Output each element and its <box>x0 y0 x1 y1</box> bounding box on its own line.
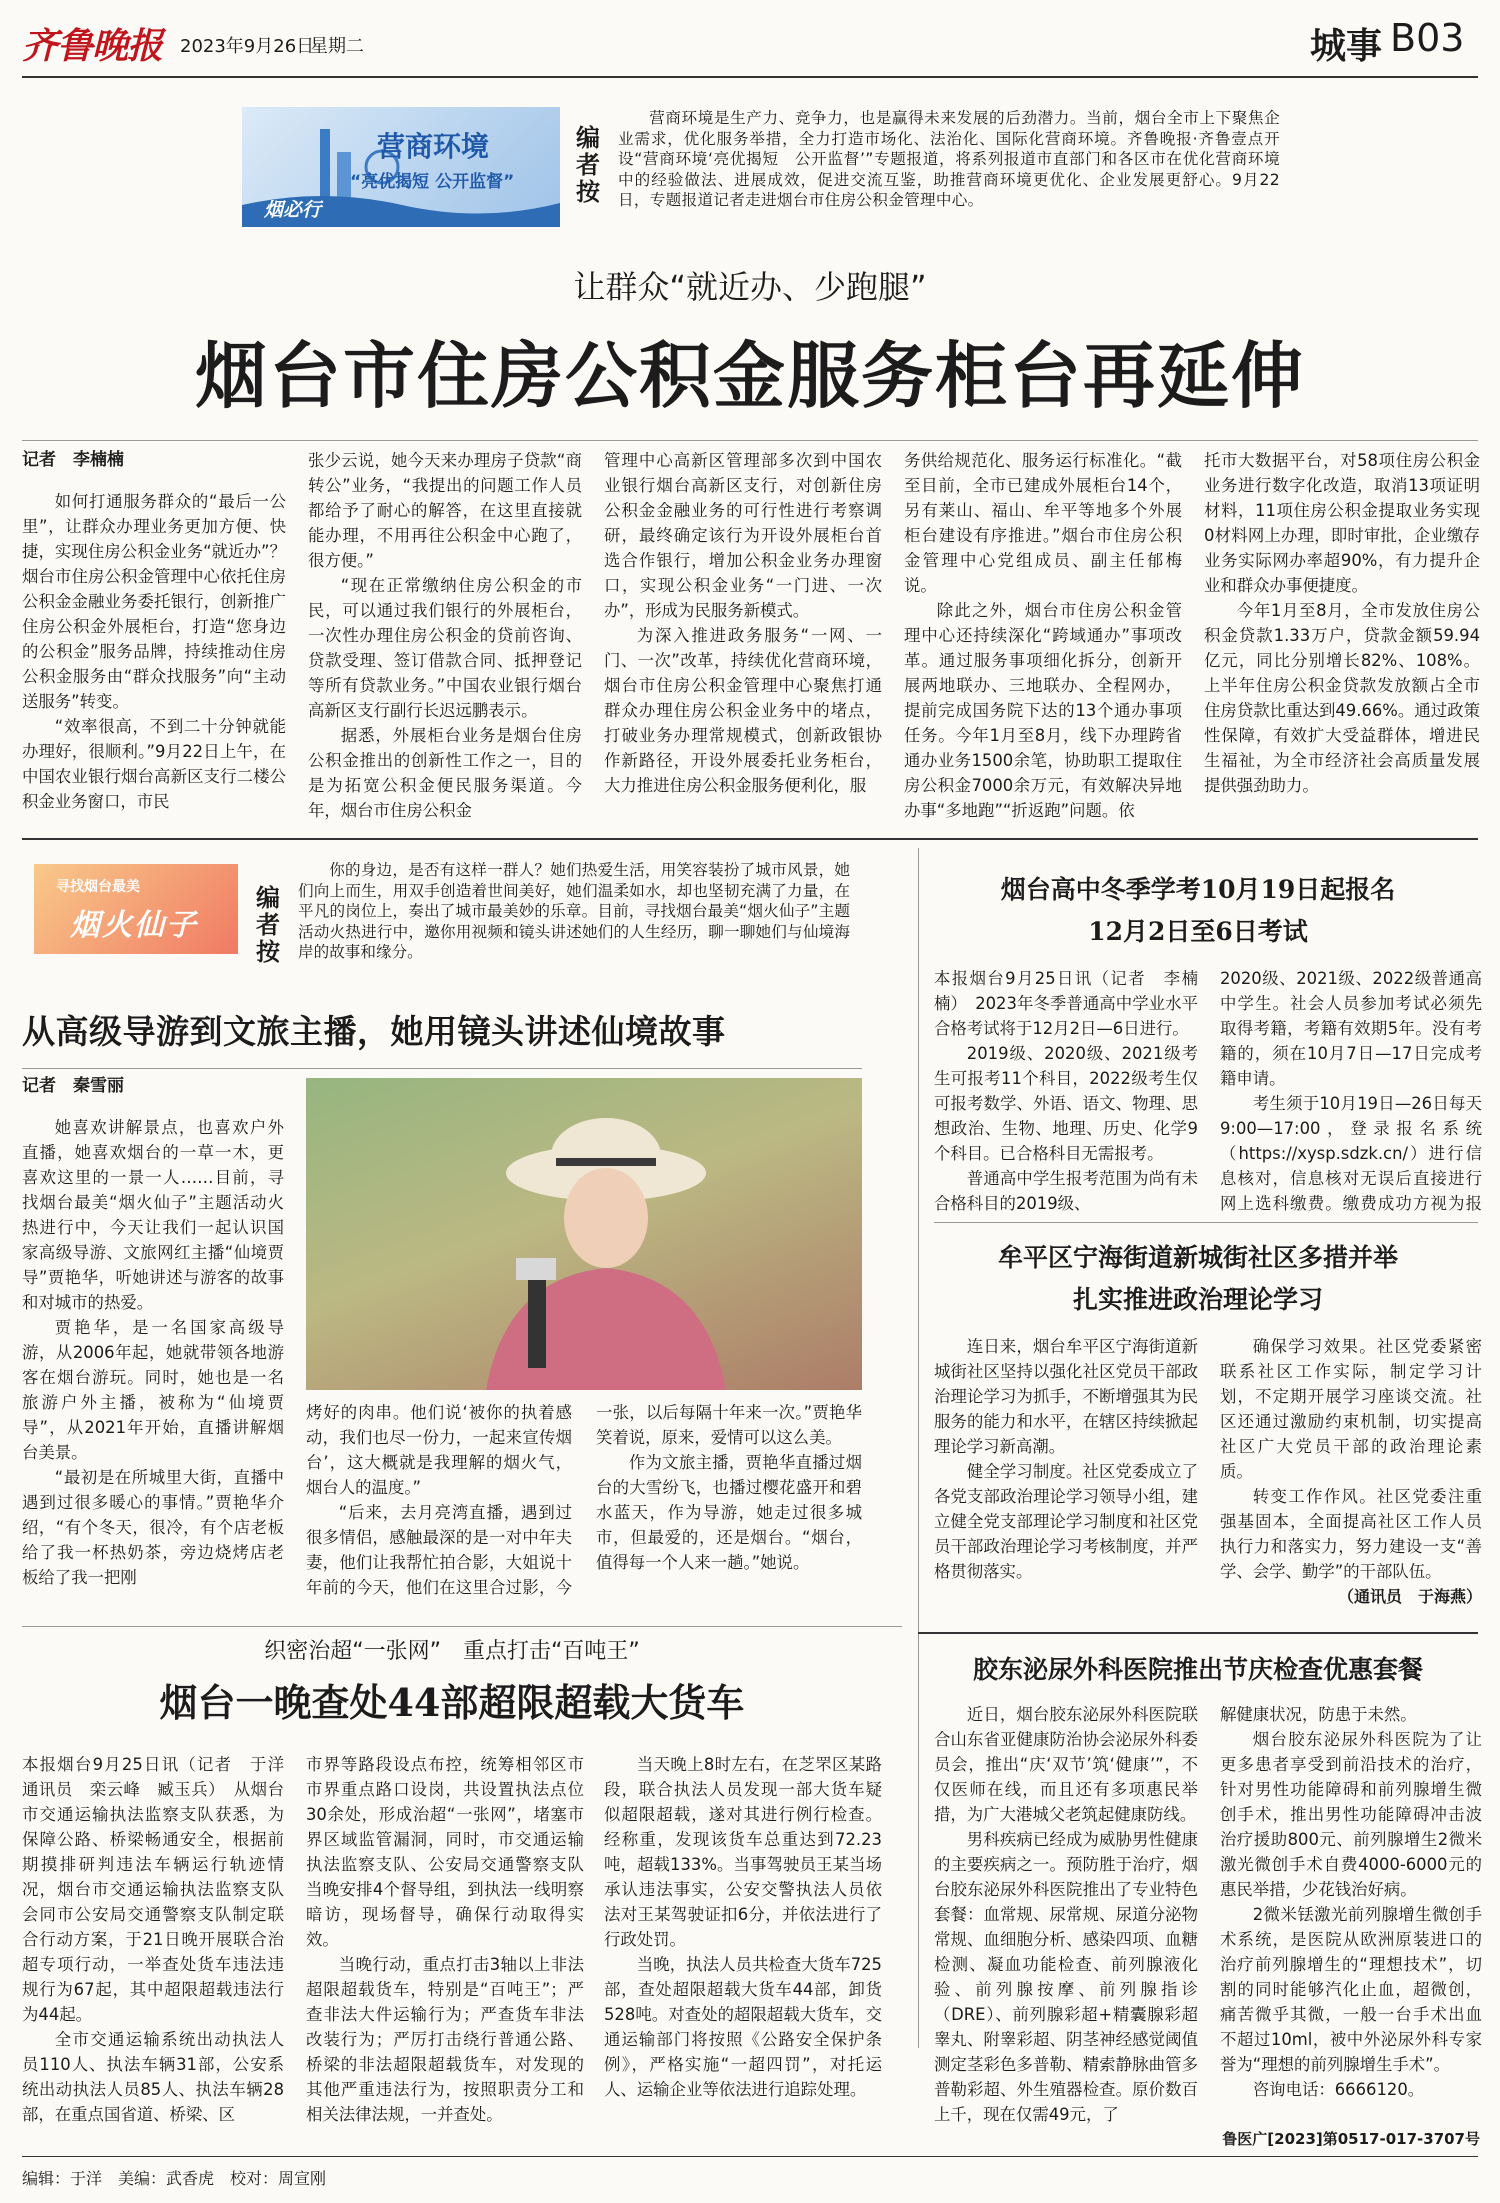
article1-headline: 烟台市住房公积金服务柜台再延伸 <box>194 333 1305 418</box>
article1-col5: 托市大数据平台，对58项住房公积金业务进行数字化改造，取消13项证明材料，11项住房公积金提取业务实现0材料网上办理，即时审批，企业缴存业务实际网办率超90%，有力提升企业和群众办事便捷度。 今年1月至8月，全市发放住房公积金贷款1.33万户，贷款金额59.94亿元，同比分别增长82%、108%。上半年住房公积金贷款发放额占全市住房贷款比重达到49.66%。通过政策性保障，有效扩大受益群体，增进民生福祉，为全市经济社会高质量发展提供强劲助力。 <box>1204 451 1480 795</box>
business-env-banner <box>242 107 560 227</box>
article1-col3: 管理中心高新区管理部多次到中国农业银行烟台高新区支行，对创新住房公积金金融业务的可行性进行考察调研，最终确定该行为开设外展柜台首选合作银行，增加公积金业务办理窗口，实现公积金业务“一门进、一次办”，形成为民服务新模式。 为深入推进政务服务“一网、一门、一次”改革，持续优化营商环境，烟台市住房公积金管理中心聚焦打通群众办理住房公积金业务中的堵点，打破业务办理常规模式，创新政银协作新路径，开设外展委托业务柜台，大力推进住房公积金服务便利化，服 <box>604 451 882 795</box>
editor-note-text-2: 你的身边，是否有这样一群人？她们热爱生活，用笑容装扮了城市风景，她们向上而生，用双手创造着世间美好，她们温柔如水，却也坚韧充满了力量，在平凡的岗位上，奏出了城市最美妙的乐章。目前，寻找烟台最美“烟火仙子”主题活动火热进行中，邀你用视频和镜头讲述她们的人生经历，聊一聊她们与仙境海岸的故事和缘分。 <box>298 861 850 961</box>
footer-credits: 编辑：于洋 美编：武香虎 校对：周宣刚 <box>22 2169 327 2188</box>
article3-headline: 烟台高中冬季学考10月19日起报名 <box>1000 875 1396 904</box>
article1-byline: 记者 李楠楠 <box>22 450 124 470</box>
masthead <box>0 0 1500 80</box>
article2-col2: 烤好的肉串。他们说‘被你的执着感动，我们也尽一份力，一起来宣传烟台’，这大概就是我理解的烟火气，烟台人的温度。” “后来，去月亮湾直播，遇到过很多情侣，感触最深的是一对中年夫妻，他们让我帮忙拍合影，大姐说十年前的今天，他们在这里合过影，今 <box>306 1403 572 1597</box>
article3-col1: 本报烟台9月25日讯（记者 李楠楠） 2023年冬季普通高中学业水平合格考试将于12月2日—6日进行。 2019级、2020级、2021级考生可报考11个科目，2022级考生仅可报考数学、外语、语文、物理、思想政治、生物、地理、历史、化学9个科目。已合格科目无需报考。 普通高中学生报考范围为尚有未合格科目的2019级、 <box>934 969 1198 1213</box>
article1-col4: 务供给规范化、服务运行标准化。“截至目前，全市已建成外展柜台14个，另有莱山、福山、牟平等地多个外展柜台建设有序推进。”烟台市住房公积金管理中心党组成员、副主任郁梅说。 除此之外，烟台市住房公积金管理中心还持续深化“跨域通办”事项改革。通过服务事项细化拆分，创新开展两地联办、三地联办、全程网办，提前完成国务院下达的13个通办事项任务。今年1月至8月，线下办理跨省通办业务1500余笔，协助职工提取住房公积金7000余万元，有效解决异地办事“多地跑”“折返跑”问题。依 <box>904 451 1182 820</box>
article5-kicker: 织密治超“一张网” 重点打击“百吨王” <box>264 1639 640 1664</box>
article4-col2: 确保学习效果。社区党委紧密联系社区工作实际，制定学习计划，不定期开展学习座谈交流。社区还通过激励约束机制，切实提高社区广大党员干部的政治理论素质。 转变工作作风。社区党委注重强基固本，全面提高社区工作人员执行力和落实力，努力建设一支“善学、会学、勤学”的干部队伍。 （通讯员 于海燕） <box>1220 1334 1482 1628</box>
article1-kicker: 让群众“就近办、少跑腿” <box>573 268 927 306</box>
article4-byline: （通讯员 于海燕） <box>1337 1587 1482 1606</box>
newspaper-logo: 齐鲁晚报 <box>22 25 163 67</box>
article5-col3: 当天晚上8时左右，在芝罘区某路段，联合执法人员发现一部大货车疑似超限超载，遂对其进行例行检查。经称重，发现该货车总重达到72.23吨，超载133%。当事驾驶员王某当场承认违法事实，公安交警执法人员依法对王某驾驶证扣6分，并依法进行了行政处罚。 当晚，执法人员共检查大货车725部，查处超限超载大货车44部，卸货528吨。对查处的超限超载大货车，交通运输部门将按照《公路安全保护条例》，严格实施“一超四罚”，对托运人、运输企业等依法进行追踪处理。 <box>604 1755 882 2099</box>
article1-col2: 张少云说，她今天来办理房子贷款“商转公”业务，“我提出的问题工作人员都给予了耐心的解答，在这里直接就能办理，不用再往公积金中心跑了，很方便。” “现在正常缴纳住房公积金的市民，可以通过我们银行的外展柜台，一次性办理住房公积金的贷前咨询、贷款受理、签订借款合同、抵押登记等所有贷款业务。”中国农业银行烟台高新区支行副行长迟远鹏表示。 据悉，外展柜台业务是烟台住房公积金推出的创新性工作之一，目的是为拓宽公积金便民服务渠道。今年，烟台市住房公积金 <box>308 451 582 820</box>
article4-col1: 连日来，烟台牟平区宁海街道新城街社区坚持以强化社区党员干部政治理论学习为抓手，不断增强其为民服务的能力和水平，在辖区持续掀起理论学习新高潮。 健全学习制度。社区党委成立了各党支部政治理论学习领导小组，建立健全党支部理论学习制度和社区党员干部政治理论学习考核制度，并严格贯彻落实。 <box>934 1337 1198 1581</box>
article2-byline: 记者 秦雪丽 <box>22 1076 124 1096</box>
article6-col1: 近日，烟台胶东泌尿外科医院联合山东省亚健康防治协会泌尿外科委员会，推出“庆‘双节’筑‘健康’”，不仅医师在线，而且还有多项惠民举措，为广大港城父老筑起健康防线。 男科疾病已经成为威胁男性健康的主要疾病之一。预防胜于治疗，烟台胶东泌尿外科医院推出了专业特色套餐：血常规、尿常规、尿道分泌物常规、血细胞分析、感染四项、血糖检测、凝血功能检查、前列腺液化验、前列腺按摩、前列腺指诊（DRE）、前列腺彩超+精囊腺彩超睾丸、附睾彩超、阴茎神经感觉阈值测定茎彩色多普勒、精索静脉曲管多普勒彩超、外生殖器检查。原价数百上千，现在仅需49元，了 <box>934 1705 1198 2124</box>
article4-subheadline: 扎实推进政治理论学习 <box>1072 1285 1323 1314</box>
article4-headline: 牟平区宁海街道新城街社区多措并举 <box>997 1243 1398 1272</box>
article5-col1: 本报烟台9月25日讯（记者 于洋 通讯员 栾云峰 臧玉兵） 从烟台市交通运输执法监察支队获悉，为保障公路、桥梁畅通安全，根据前期摸排研判违法车辆运行轨迹情况，烟台市交通运输执法监察支队会同市公安局交通警察支队制定联合行动方案，于21日晚开展联合治超专项行动，一举查处货车违法违规行为67起，其中超限超载违法行为44起。 全市交通运输系统出动执法人员110人、执法车辆31部，公安系统出动执法人员85人、执法车辆28部，在重点国省道、桥梁、区 <box>22 1755 284 2124</box>
article6-headline: 胶东泌尿外科医院推出节庆检查优惠套餐 <box>972 1655 1423 1684</box>
article2-col3: 一张，以后每隔十年来一次。”贾艳华笑着说，原来，爱情可以这么美。 作为文旅主播，贾艳华直播过烟台的大雪纷飞，也播过樱花盛开和碧水蓝天，作为导游，她走过很多城市，但最爱的，还是烟台。“烟台，值得每一个人来一趟。”她说。 <box>596 1403 862 1572</box>
page-number: B03 <box>1390 16 1465 60</box>
article2-headline: 从高级导游到文旅主播，她用镜头讲述仙境故事 <box>22 1012 726 1051</box>
article5-headline: 烟台一晚查处44部超限超载大货车 <box>159 1680 745 1725</box>
banner-brand: 烟必行 <box>264 199 322 221</box>
editor-note-text: 营商环境是生产力、竞争力，也是赢得未来发展的后劲潜力。当前，烟台全市上下聚焦企业需求，优化服务举措，全力打造市场化、法治化、国际化营商环境。齐鲁晚报·齐鲁壹点开设“营商环境‘亮优揭短 公开监督’”专题报道，将系列报道市直部门和各区市在优化营商环境中的经验做法、进展成效，促进交流互鉴，助推营商环境更优化、企业发展更舒心。9月22日，专题报道记者走进烟台市住房公积金管理中心。 <box>618 109 1280 209</box>
masthead-rule <box>22 76 1478 78</box>
banner2-title: 烟火仙子 <box>70 908 198 943</box>
firework-fairy-banner <box>34 864 238 954</box>
article5-col2: 市界等路段设点布控，统筹相邻区市市界重点路口设岗，共设置执法点位30余处，形成治超“一张网”，堵塞市界区域监管漏洞，同时，市交通运输执法监察支队、公安局交通警察支队当晚安排4个督导组，到执法一线明察暗访，现场督导，确保行动取得实效。 当晚行动，重点打击3轴以上非法超限超载货车，特别是“百吨王”；严查非法大件运输行为；严查货车非法改装行为；严厉打击绕行普通公路、桥梁的非法超限超载货车，对发现的其他严重违法行为，按照职责分工和相关法律法规，一并查处。 <box>306 1755 584 2124</box>
article1-col1: 记者 李楠楠 如何打通服务群众的“最后一公里”，让群众办理业务更加方便、快捷，实现住房公积金业务“就近办”？烟台市住房公积金管理中心依托住房公积金金融业务委托银行，创新推广住房公积金外展柜台，打造“您身边的公积金”服务品牌，持续推动住房公积金服务由“群众找服务”向“主动送服务”转变。 “效率很高，不到二十分钟就能办理好，很顺利。”9月22日上午，在中国农业银行烟台高新区支行二楼公积金业务窗口，市民 <box>22 450 286 811</box>
ad-code: 鲁医广[2023]第0517-017-3707号 <box>1222 2130 1480 2148</box>
host-photo-icon <box>306 1078 862 1390</box>
article6-col2: 解健康状况，防患于未然。 烟台胶东泌尿外科医院为了让更多患者享受到前沿技术的治疗，针对男性功能障碍和前列腺增生微创手术，推出男性功能障碍冲击波治疗援助800元、前列腺增生2微米激光微创手术自费4000-6000元的惠民举措，少花钱治好病。 2微米铥激光前列腺增生微创手术系统，是医院从欧洲原装进口的治疗前列腺增生的“理想技术”，切割的同时能够汽化止血，超微创，痛苦微乎其微，一般一台手术出血不超过10ml，被中外泌尿外科专家誉为“理想的前列腺增生手术”。 咨询电话：6666120。 <box>1220 1705 1482 2099</box>
article2-col1: 记者 秦雪丽 她喜欢讲解景点，也喜欢户外直播，她喜欢烟台的一草一木，更喜欢这里的一景一人……目前，寻找烟台最美“烟火仙子”主题活动火热进行中，今天让我们一起认识国家高级导游、文旅网红主播“仙境贾导”贾艳华，听她讲述与游客的故事和对城市的热爱。 贾艳华，是一名国家高级导游，从2006年起，她就带领各地游客在烟台游玩。同时，她也是一名旅游户外主播，被称为“仙境贾导”，从2021年开始，直播讲解烟台美景。 “最初是在所城里大街，直播中遇到过很多暖心的事情。”贾艳华介绍，“有个冬天，很冷，有个店老板给了我一杯热奶茶，旁边烧烤店老板给了我一把刚 <box>22 1076 284 1587</box>
issue-date: 2023年9月26日 <box>180 36 315 57</box>
section-name: 城事 <box>1310 26 1383 67</box>
banner2-small: 寻找烟台最美 <box>56 879 140 895</box>
editor-note-label-2: 编 者 按 <box>256 884 280 966</box>
editor-note-label: 编 者 按 <box>576 124 600 206</box>
article3-subheadline: 12月2日至6日考试 <box>1088 917 1308 946</box>
banner-subtitle: “亮优揭短 公开监督” <box>350 172 515 192</box>
article2-photo <box>306 1078 862 1390</box>
issue-weekday: 星期二 <box>310 36 364 57</box>
article3-col2: 2020级、2021级、2022级普通高中学生。社会人员参加考试必须先取得考籍，考籍有效期5年。没有考籍的，须在10月7日—17日完成考籍申请。 考生须于10月19日—26日每天9:00—17:00，登录报名系统（https://xysp.sdzk.cn/）进行信息核对，信息核对无误后直接进行网上选科缴费。缴费成功方视为报 <box>1220 969 1482 1213</box>
banner-title: 营商环境 <box>377 130 490 163</box>
